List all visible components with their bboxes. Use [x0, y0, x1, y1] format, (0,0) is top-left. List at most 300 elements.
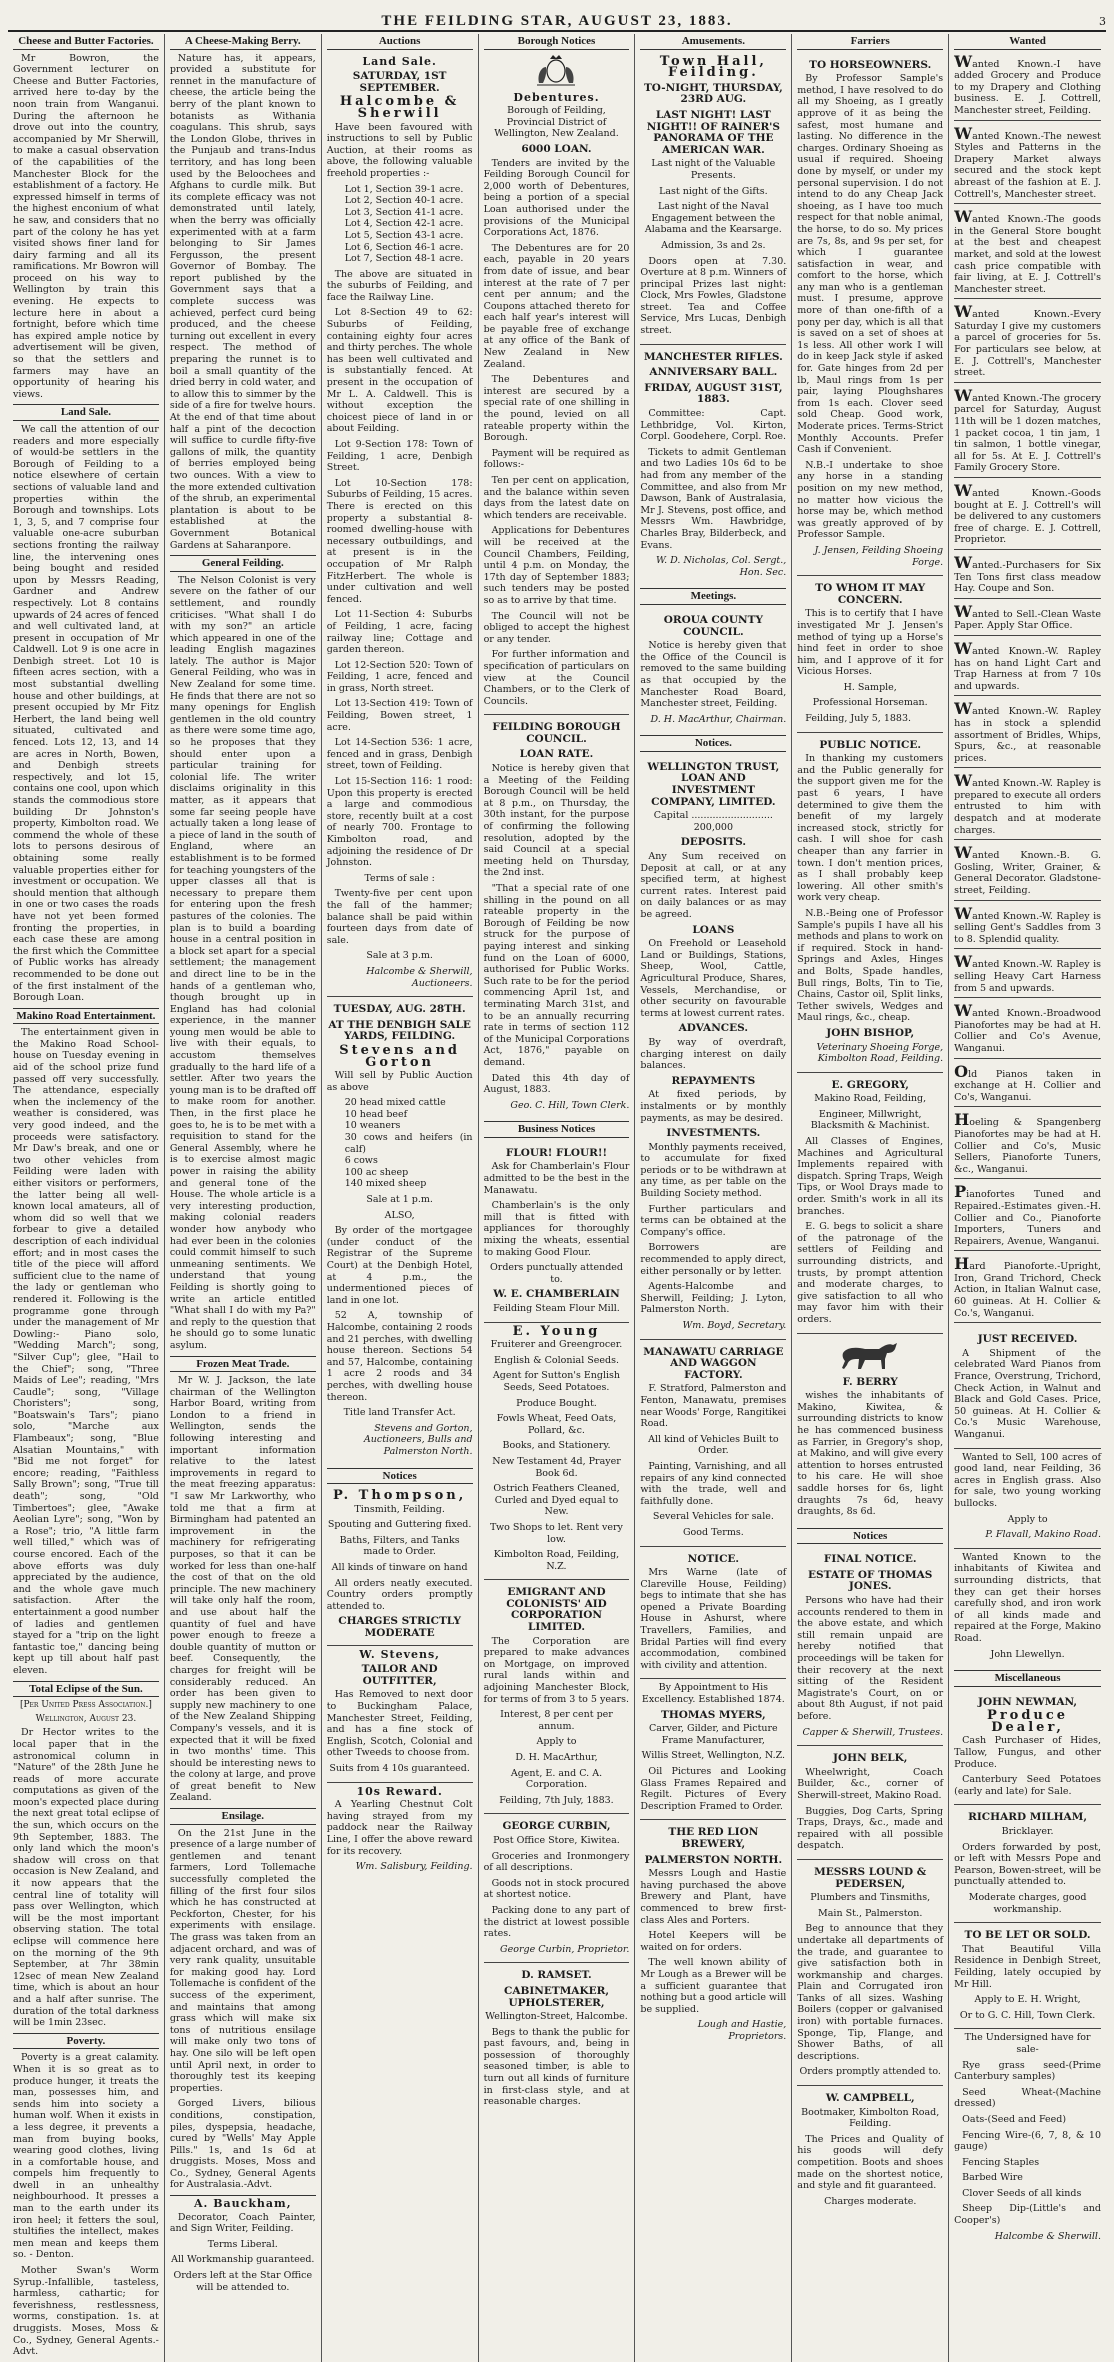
ad-subtitle: LOANS [692, 923, 735, 936]
ad-body: Cash Purchaser of Hides, Tallow, Fungus, and other Produce. [954, 1735, 1101, 1770]
ad-body: Canterbury Seed Potatoes (early and late) for Sale. [954, 1774, 1101, 1797]
section-miscellaneous [954, 1670, 1101, 2249]
ad-title: FLOUR! FLOUR!! [505, 1146, 608, 1159]
ad-line: Bootmaker, Kimbolton Road, Feilding. [801, 2106, 940, 2130]
ad-body: Mrs Warne (late of Clareville House, Feilding) begs to intimate that she has opened a Private Boarding House in Ashurst, where Travellers, Families, and Bridal Parties will find every accommodation, combined with civility and attention. [640, 1567, 787, 1671]
ad-body: For further information and specification of particulars on view at the Council Chambers, or to the Clerk of Councils. [483, 649, 630, 707]
ad-title: D. RAMSET. [521, 1969, 592, 1982]
section-meetings [640, 588, 786, 732]
ad-land-sale [327, 53, 473, 998]
article-general-feilding [170, 555, 316, 1351]
ad-title: MESSRS LOUND & PEDERSEN, [814, 1865, 927, 1890]
ad-title: PUBLIC NOTICE. [819, 738, 922, 751]
ad-line: Apply to [536, 1736, 577, 1748]
ad-ward-pianos [954, 1327, 1101, 1448]
ad-body: Lot 11-Section 4: Suburbs of Feilding, 1 acre, facing railway line; Cottage and garden thereon. [326, 609, 473, 656]
ad-body: By Professor Sample's method, I have resolved to do all my Shoeing, as I greatly approve of it as being the safest, most humane and lasting. No difference in the charges. Ordinary Shoeing as usual if required. Shoeing done by myself, or under my personal supervision. I do not intend to do any Cheap Jack shoeing, as I have too much respect for that noble animal, the horse, to do so. My prices are 7s, 8s, and 9s per set, for which I guarantee satisfaction in wear, and comfort to the horse, which any man who is a gentleman must. I presume, approve more of than one-fifth of a pony per day, which is all that is saved on a set of shoes at 1s less. All other work I will do in keep Jack style if asked for. Gate hinges from 2d per lb, Maul rings from 1s per pair, laying Ploughshares from 1s each. Clover seed sold Cheap. Good work, Moderate prices. Terms-Strict Monthly Accounts. Prefer Cash if Convenient. [797, 73, 944, 456]
ad-line: CHARGES STRICTLY MODERATE [338, 1615, 462, 1640]
ad-title: W. Stevens, [359, 1647, 440, 1661]
stock-list [345, 1097, 473, 1190]
ad-to-let [954, 1923, 1101, 2029]
ad-line: Several Vehicles for sale. [652, 1511, 774, 1523]
ad-body: Twenty-five per cent upon the fall of the hammer; balance shall be paid within fourteen days from date of sale. [326, 888, 473, 946]
wanted-ad: Wanted to Sell.-Clean Waste Paper. Apply Star Office. [954, 603, 1101, 636]
wanted-ad: Wanted Known.-The goods in the General Store bought at the best and cheapest market, and sold at the lowest cash price compatible with fair living, at E. J. Cottrell's Manchester street. [954, 208, 1101, 299]
ad-wellington-trust [640, 755, 786, 1340]
ad-body: Lot 13-Section 419: Town of Feilding, Bowen street, 1 acre. [326, 698, 473, 733]
ad-body: In thanking my customers and the Public generally for the support given me for the past 6 years, I have determined to give them the benefit of my largely increased stock, strictly for cash. I will shoe for cash cheaper than any farrier in town. I don't mention prices, as I shall probably keep lowering. All other smith's work very cheap. [797, 753, 944, 904]
ad-line: Sale at 3 p.m. [366, 950, 433, 962]
ad-body: Lot 8-Section 49 to 62: Suburbs of Feilding, containing eighty four acres and thirty perches. The whole has been well cultivated and is substantially fenced. At present in the occupation of Mr L. A. Caldwell. This is without exception the choicest piece of land in or about Feilding. [326, 307, 473, 435]
ad-line: Two Shops to let. Rent very low. [490, 1521, 623, 1545]
section-amusements [640, 34, 786, 585]
ad-line: Charges moderate. [824, 2195, 917, 2207]
ad-title: JOHN NEWMAN, [978, 1695, 1078, 1708]
ad-signature: Veterinary Shoeing Forge, Kimbolton Road, Feilding. [816, 1041, 944, 1065]
ad-subtitle: ESTATE OF THOMAS JONES. [808, 1568, 933, 1593]
ad-signature: Halcombe & Sherwill. [994, 2230, 1101, 2242]
ad-rifles-ball [640, 345, 786, 586]
ad-line: Engineer, Millwright, Blacksmith & Machinist. [810, 1108, 930, 1132]
lot-item: Lot 2, Section 40-1 acre. [344, 195, 464, 207]
ad-body: N.B.-I undertake to shoe any horse in a standing position on my new method, no matter how vicious the horse may be, which method was greatly approved of by Professor Sample. [797, 459, 944, 541]
ad-body: Notice is hereby given that a Meeting of the Feilding Borough Council will be held at 8 p.m., on Thursday, the 30th instant, for the purpose of confirming the following resolution, adopted by the said Council at a special meeting held on Thursday, the 2nd inst. [483, 763, 630, 879]
ad-line: All Workmanship guaranteed. [171, 2254, 315, 2266]
ad-line: All kinds of tinware on hand [331, 1562, 468, 1574]
ad-line: John Llewellyn. [990, 1648, 1065, 1660]
lot-item: Lot 1, Section 39-1 acre. [344, 183, 464, 195]
article-title: Cheese and Butter Factories. [13, 36, 159, 50]
ad-line: Produce Bought. [516, 1397, 597, 1409]
wanted-ad: Wanted Known.-W. Rapley has on hand Light Cart and Trap Harness at from 7 10s and upwards. [954, 640, 1101, 696]
ad-line: Kimbolton Road, Feilding, N.Z. [493, 1549, 620, 1572]
stock-item: 6 cows [344, 1155, 378, 1167]
ad-lound [797, 1860, 943, 2086]
ad-body: Buggies, Dog Carts, Spring Traps, Drays, &c., made and repaired with all possible despatch. [797, 1805, 944, 1852]
ad-line: Fencing Wire-(6, 7, 8, & 10 gauge) [954, 2129, 1101, 2153]
ad-body: The Council will not be obliged to accept the highest or any tender. [483, 610, 630, 645]
section-heading: Meetings. [640, 591, 786, 605]
ad-line: Books, and Stationery. [502, 1440, 611, 1452]
section-wanted [954, 34, 1101, 1667]
article-ensilage [170, 1808, 316, 2191]
column-2 [165, 34, 322, 2362]
ad-title: WELLINGTON TRUST, LOAN AND INVESTMENT COMPANY, LIMITED. [647, 760, 780, 808]
ad-body: Applications for Debentures will be received at the Council Chambers, Feilding, until 4 p.m. on Monday, the 17th day of September 1883; such tenders may be posted so as to arrive by that time. [483, 525, 630, 606]
ad-title: E. GREGORY, [831, 1078, 909, 1091]
ad-berry [797, 1334, 943, 1525]
section-heading: Notices [797, 1531, 943, 1545]
lot-item: Lot 7, Section 48-1 acre. [344, 253, 464, 265]
section-auctions [327, 34, 473, 1465]
article-paragraph: The entertainment given in the Makino Road School-house on Tuesday evening in aid of the school prize fund passed off very successfully. The attendance, especially when the inclemency of the weather is considered, was very good indeed, and the proceeds were satisfactory. Mr Daw's break, and one or two other vehicles from Feilding were laden with either visitors or performers, the latter being all well-known local amateurs, all of whom did so well that we forbear to give a detailed description of each individual effort; and in most cases the title of the piece will afford sufficient clue to the name of the lady or gentleman who rendered it. Following is the programme gone through under the management of Mr Dowling:- Piano solo, "Wedding March"; song, "Silver Cup"; glee, "Hail to the Chief"; song, "Three Maids of Lee"; reading, "Mrs Caudle"; song, "Village Choristers"; song, "Boatswain's Tars"; piano solo, "Marche aux Flambeaux"; song, "Blue Alsatian Mountains," with "Bid me not forget" for encore; reading, "Faithless Sally Brown"; song, "True till death"; song, "Old Timbertoes"; glee, "Awake Aeolian Lyre"; song, "Won by a Rose"; trio, "A little farm well tilled," which was of course encored. Each of the above efforts was duly appreciated by the audience, and the whole gave much satisfaction. After the entertainment a good number of ladies and gentlemen stayed for a "trip on the light fantastic toe," dancing being kept up till about half past eleven. [13, 1027, 159, 1676]
ad-body: Notice is hereby given that the Office of the Council is removed to the same building as that occupied by the Manchester Road Board, Manchester street, Feilding. [640, 640, 787, 710]
wanted-ad: Wanted Known.-W. Rapley has in stock a splendid assortment of Bridles, Whips, Spurs, &c., at reasonable prices. [954, 700, 1101, 768]
ad-signature: Wm. Salisbury, Feilding. [355, 1861, 473, 1873]
ad-line: Fencing Staples [962, 2156, 1040, 2168]
ad-line: Fruiterer and Greengrocer. [490, 1339, 623, 1351]
ad-firm: Stevens and Gorton [339, 1042, 460, 1070]
stock-item: 10 weaners [344, 1120, 401, 1132]
wanted-ad: Wanted Known.-Goods bought at E. J. Cottrell's will be delivered to any customers free of charge. E. J. Cottrell, Proprietor. [954, 482, 1101, 550]
ad-body: Groceries and Ironmongery of all descriptions. [483, 1850, 630, 1874]
ad-subtitle: INVESTMENTS. [666, 1127, 761, 1140]
ad-title: MANCHESTER RIFLES. [643, 350, 783, 363]
ad-body: Dated this 4th day of August, 1883. [483, 1072, 630, 1096]
section-heading: Wanted [954, 36, 1101, 50]
ad-date: TO-NIGHT, THURSDAY, 23RD AUG. [643, 81, 783, 106]
ad-body: Orders forwarded by post, or left with Messrs Pope and Pearson, Bowen-street, will be punctually attended to. [954, 1841, 1101, 1888]
article-paragraph: The Nelson Colonist is very severe on the father of our settlement, and roundly criticises. "What shall I do with my son?" an article which appeared in one of the leading English magazines lately. The author is Major General Feilding, who was in New Zealand for some time. He finds that there are not so many openings for English gentlemen in the old country as there were some time ago, so he proposes that they should enter upon a particular training for colonial life. The writer disclaims originality in this matter, as it appears that some far seeing people have actually taken a long lease of a piece of land in the south of England, where an establishment is to be formed for teaching youngsters of the upper classes all that is necessary to prepare them for entering upon the fresh pastures of the colonies. The plan is to build a boarding house in a central position in a block set apart for a special settlement; the management and direct line to be in the hands of a gentleman who, though brought up in England has had colonial experience, in the manner young men would be able to live with their equals, to accustom themselves gradually to the hard life of a settler. After two years the young man is to be drafted off to make room for another. Then, in the first place he goes to, he is to be met with a requisition to stand for the General Assembly, where he is to exercise almost magic power in raising the ability and general tone of the House. The whole article is a very interesting production, making colonial readers wonder how anybody who had ever been in the colonies could commit himself to such unmeaning sentiments. We understand that young Feilding is shortly going to write an article entitled "What shall I do with my Pa?" and reply to the question that he should go to some lunatic asylum. [169, 574, 316, 1351]
ad-line: Agent, E. and C. A. Corporation. [510, 1767, 603, 1791]
section-notices [640, 735, 786, 2049]
ad-body: "That a special rate of one shilling in the pound on all rateable property in the Borough of Feilding be now struck for the purpose of paying interest and sinking fund on the Loan of 6000, authorised for Public Works. Such rate to be for the period commencing April 1st, and terminating March 31st, and to be an annually recurring rate in terms of section 112 of the Municipal Corporations Act, 1876," payable on demand. [483, 883, 630, 1068]
wanted-ad: Wanted Known.-The grocery parcel for Saturday, August 11th will be 1 dozen matches, 1 packet cocoa, 1 tin jam, 1 tin salmon, 1 bottle vinegar, all for 5s. At E. J. Cottrell's Family Grocery Store. [954, 387, 1101, 478]
ad-body: Agents-Halcombe and Sherwill, Feilding; J. Lyton, Palmerston North. [640, 1281, 787, 1316]
article-makino-road [13, 1008, 159, 1677]
stock-item: 30 cows and heifers (in calf) [344, 1132, 473, 1155]
article-frozen-meat [170, 1356, 316, 1805]
column-4 [479, 34, 636, 2362]
ad-body: Lot 10-Section 178: Suburbs of Feilding, 15 acres. There is erected on this property a substantial 8-roomed dwelling-house with necessary outbuildings, and at present is in the occupation of Mr Ralph FitzHerbert. The whole is under cultivation and well fenced. [326, 477, 473, 605]
ad-body: Oil Pictures and Looking Glass Frames Repaired and Regilt. Pictures of Every Description Framed to Order. [640, 1766, 787, 1812]
column-1 [8, 34, 165, 2362]
ad-line: ALSO, [384, 1209, 415, 1221]
article-paragraph: Mr Bowron, the Government lecturer on Cheese and Butter Factories, arrived here to-day by the noon train from Wanganui. During the afternoon he drove out into the country, accompanied by Mr Sherwill, to make a casual observation of the capabilities of the Manchester Block for the establishment of a factory. He expressed himself in terms of the highest enconium of what he saw, and considers that no part of the colony he has yet visited shows finer land for dairy farming and all its ramifications. Mr Bowron will proceed on his way to Wellington by train this evening. He expects to lecture here in about a fortnight, before which time has expired ample notice by advertisement will be given, so that the settlers and farmers may have an opportunity of hearing his views. [13, 52, 159, 400]
article-paragraph: Mother Swan's Worm Syrup.-Infallible, tasteless, harmless, cathartic; for feverishness, restlessness, worms, constipation. 1s. at druggists. Moses, Moss & Co., Sydney, General Agents.-Advt. [13, 2265, 159, 2358]
ad-title: A. Bauckham, [194, 2197, 292, 2211]
ad-line: Fowls Wheat, Feed Oats, Pollard, &c. [496, 1413, 617, 1436]
ad-jensen [797, 53, 943, 577]
ad-carriage-factory [640, 1340, 786, 1547]
article-title: Total Eclipse of the Sun. [13, 1684, 159, 1698]
ad-body: A Yearling Chestnut Colt having strayed from my paddock near the Railway Line, I offer the above reward for its recovery. [326, 1799, 473, 1857]
ad-line: English & Colonial Seeds. [493, 1354, 620, 1366]
ad-signature: P. Flavall, Makino Road. [985, 1529, 1101, 1541]
article-paragraph: Nature has, it appears, provided a substitute for rennet in the manufacture of cheese, the article being the berry of the plant known to botanists as Withania coagulans. This shrub, says the London Globe, thrives in the Punjaub and trans-Indus territory, and has long been used by the Beloochees and Afghans to curdle milk. But its complete efficacy was not demonstrated until lately, when the berry was officially experimented with at a farm belonging to Sir James Fergusson, the present Governor of Bombay. The report published by the Government says that a complete success was achieved, perfect curd being produced, and the cheese turning out excellent in every respect. The method of preparing the runnet is to boil a small quantity of the dried berry in cold water, and to allow this to simmer by the side of a fire for twelve hours. At the end of that time about half a pint of the decoction will suffice to curdle fifty-five gallons of milk, the quantity of berries employed being two ounces. With a view to the more extended cultivation of the shrub, an experimental plantation is about to be established at the Government Botanical Gardens at Saharanpore. [169, 52, 316, 551]
ad-body: Messrs Lough and Hastie having purchased the above Brewery and Plant, have commenced to brew first-class Ales and Porters. [640, 1868, 787, 1926]
ad-signature: J. Jensen, Feilding Shoeing Forge. [814, 544, 944, 568]
ad-body: Lot 9-Section 178: Town of Feilding, 1 acre, Denbigh Street. [326, 439, 473, 474]
ad-date: FRIDAY, AUGUST 31ST, 1883. [644, 381, 783, 406]
ad-line: Feilding, 7th July, 1883. [499, 1794, 614, 1806]
ad-body: Begs to thank the public for past favours, and, being in possession of thoroughly seasoned timber, is able to turn out all kinds of furniture in first-class style, and at reasonable charges. [483, 2026, 630, 2108]
ad-belk [797, 1746, 943, 1860]
ad-line: H. Sample, [843, 681, 897, 693]
article-paragraph: Gorged Livers, bilious conditions, constipation, piles, dyspepsia, headache, cured by "Wells' May Apple Pills." 1s, and 1s 6d at druggists. Moses, Moss and Co., Sydney, General Agents for Australasia.-Advt. [169, 2098, 316, 2191]
ad-body: Tenders are invited by the Feilding Borough Council for 2,000 worth of Debentures, being a portion of a special Loan authorised under the provisions of the Municipal Corporations Act, 1876. [483, 157, 630, 239]
ad-subtitle: ADVANCES. [678, 1022, 749, 1035]
ad-reward [327, 1783, 473, 1880]
ad-body: Ask for Chamberlain's Flour admitted to be the best in the Manawatu. [483, 1161, 630, 1196]
wanted-ad: Wanted.-Purchasers for Six Ten Tons first class meadow Hay. Coupe and Son. [954, 554, 1101, 599]
ad-certificate [797, 576, 943, 733]
ad-line: Orders promptly attended to. [799, 2066, 941, 2078]
ad-subtitle: CABINETMAKER, UPHOLSTERER, [503, 1984, 609, 2009]
ad-title: FEILDING BOROUGH COUNCIL. [492, 721, 621, 745]
ad-gregory [797, 1073, 943, 1334]
ad-line: Terms of sale : [364, 872, 435, 884]
horse-icon [797, 1339, 943, 1373]
ad-firm: JOHN BISHOP, [826, 1026, 915, 1039]
ad-body: E. G. begs to solicit a share of the patronage of the settlers of Feilding and surrounding districts, and trusts, by prompt attention and moderate charges, to give satisfaction to all who may favor him with their orders. [797, 1221, 944, 1325]
ad-body: All Classes of Engines, Machines and Agricultural Implements repaired with dispatch. Spring Traps, Weigh Tips, or Wool Drays made to order. Smith's work in all its branches. [797, 1136, 944, 1217]
wanted-ad: Wanted Known.-W. Rapley is selling Heavy Cart Harness from 5 and upwards. [954, 953, 1101, 998]
ad-title: TO HORSEOWNERS. [809, 58, 932, 71]
ad-body: By way of overdraft, charging interest on daily balances. [640, 1036, 787, 1072]
ad-title: NOTICE. [687, 1552, 740, 1565]
ad-line: Capital ........................... 200,000 [653, 810, 773, 833]
ad-line: Professional Horseman. [812, 697, 928, 709]
ad-final-notice [797, 1547, 943, 1746]
section-heading: Amusements. [640, 36, 786, 50]
masthead [8, 4, 1106, 32]
ad-body: The Debentures are for 20 each, payable in 20 years from date of issue, and bear interest at the rate of 7 per cent per annum; and the Coupons attached thereto for each half year's interest will be payable free of exchange at any office of the Bank of New Zealand in New Zealand. [483, 242, 630, 370]
ad-title: Debentures. [513, 90, 600, 104]
article-title: Ensilage. [170, 1811, 316, 1825]
ad-body: F. Stratford, Palmerston and Fenton, Manawatu, premises near Woods' Forge, Rangitikei Road. [640, 1383, 787, 1430]
ad-line: 6000 LOAN. [521, 142, 592, 155]
ad-title: AT THE DENBIGH SALE YARDS, FEILDING. [328, 1018, 471, 1043]
stock-item: 100 ac sheep [344, 1166, 409, 1178]
ad-line: Title land Transfer Act. [343, 1407, 456, 1419]
ad-body: On Freehold or Leasehold Land or Buildings, Stations, Sheep, Wool, Cattle, Agricultural Produce, Shares, Vessels, Merchandise, or other security on favourable terms at lowest current rates. [640, 938, 787, 1019]
ad-subtitle: LOAN RATE. [519, 748, 594, 761]
ad-line: Baths, Filters, and Tanks made to Order. [339, 1534, 460, 1558]
ad-title: Land Sale. [362, 54, 437, 68]
ad-body: Committee: Capt. Lethbridge, Vol. Kirton, Corpl. Goodehere, Corpl. Roe. [640, 408, 787, 443]
article-paragraph: We call the attention of our readers and more especially of would-be settlers in the Borough of Feilding to a notice elsewhere of certain sections of valuable land and properties within the Borough and townships. Lots 1, 3, 5, and 7 comprise four valuable one-acre suburban sections fronting the railway line, the intervening ones being bought and resided upon by Messrs Reading, Gardner and Andrew respectively. Lot 8 contains upwards of 24 acres of fenced and well cultivated land, at present in occupation of Mr Caldwell. Lot 9 is one acre in Denbigh street. Lot 10 is fifteen acres section, with a most substantial dwelling house and other buildings, at present occupied by Mr Fitz Herbert, the land being well situated, cultivated and fenced. Lots 12, 13, and 14 are acres in North, Bowen, and Denbigh streets respectively, and lot 15, contains one cool, upon which stands the commodious store building Dr Johnston's property, Kimbolton road. We commend the whole of these lots to persons desirous of obtaining some really valuable properties either for investment or occupation. We should mention that although in one or two cases the roads have not yet been formed fronting the properties, in each case these are among the first which the Committee of Public works has already recommended to be done out of the first instalment of the Borough Loan. [13, 424, 159, 1004]
section-business-notices [484, 1121, 630, 2115]
ad-body: Will sell by Public Auction as above [326, 1070, 473, 1093]
ad-body: The Debentures and interest are secured by a special rate of one shilling in the pound, levied on all rateable property within the Borough. [483, 374, 630, 444]
ad-emigrant [484, 1580, 630, 1814]
ad-signature: Capper & Sherwill, Trustees. [802, 1726, 944, 1738]
ad-denbigh-yards [327, 997, 473, 1464]
ad-ramset [484, 1963, 630, 2115]
ad-debentures [484, 89, 630, 716]
wanted-ad: Pianofortes Tuned and Repaired.-Estimates given.-H. Collier and Co., Pianoforte Importers, Tuners and Repairers, Avenue, Wanganui. [954, 1183, 1101, 1251]
ad-myers [640, 1679, 786, 1820]
wanted-ad: Wanted Known.-Every Saturday I give my customers a parcel of groceries for 5s. For particulars see below, at E. J. Cottrell's, Manchester street. [954, 303, 1101, 383]
ad-flavall [954, 1449, 1101, 1549]
ad-body: Has Removed to next door to Buckingham Palace, Manchester Street, Feilding, and has a fine stock of English, Scotch, Colonial and other Tweeds to choose from. [326, 1689, 473, 1759]
ad-line: All kind of Vehicles Built to Order. [648, 1433, 779, 1457]
ad-title: GEORGE CURBIN, [502, 1820, 611, 1833]
ad-body: Payment will be required as follows:- [483, 447, 630, 471]
ad-line: Orders left at the Star Office will be attended to. [173, 2270, 313, 2293]
ad-line: New Testament 4d, Prayer Book 6d. [492, 1455, 621, 1479]
ad-title: TO WHOM IT MAY CONCERN. [815, 582, 926, 606]
article-title: General Feilding. [170, 558, 316, 572]
ad-line: Post Office Store, Kiwitea. [493, 1834, 620, 1846]
ad-subtitle: Produce Dealer, [987, 1708, 1069, 1735]
ad-body: Lot 14-Section 536: 1 acre, fenced and in grass, Denbigh street, town of Feilding. [326, 737, 473, 772]
ad-line: Sale at 1 p.m. [366, 1194, 433, 1206]
ad-line: Clover Seeds of all kinds [962, 2187, 1082, 2199]
ad-title: P. Thompson, [332, 1488, 467, 1504]
ad-body: Lot 15-Section 116: 1 rood: Upon this property is erected a large and commodious store, recently built at a cost of nearly 700. Frontage to Kimbolton road, and adjoining the residence of Dr Johnston. [326, 776, 473, 869]
column-7 [949, 34, 1106, 2362]
ad-body: Lot 12-Section 520: Town of Feilding, 1 acre, fenced and in grass, North street. [326, 659, 473, 694]
ad-title: JUST RECEIVED. [977, 1333, 1078, 1346]
ad-subtitle: REPAYMENTS [671, 1074, 756, 1087]
ad-firm: Halcombe & Sherwill [339, 94, 460, 121]
ad-body: Feilding, July 5, 1883. [805, 713, 912, 725]
ad-red-lion [640, 1820, 786, 2049]
ad-young [484, 1323, 630, 1581]
article-title: Makino Road Entertainment. [13, 1011, 159, 1025]
ad-title: FINAL NOTICE. [823, 1553, 917, 1566]
wanted-ad: Wanted Known.-W. Rapley is selling Gent's Saddles from 3 to 8. Splendid quality. [954, 905, 1101, 950]
ad-line: By Appointment to His Excellency. Established 1874. [641, 1682, 785, 1706]
ad-line: Good Terms. [682, 1526, 744, 1538]
ad-body: Hotel Keepers will be waited on for orders. [640, 1930, 787, 1953]
ad-body: Borrowers are recommended to apply direct, either personally or by letter. [640, 1242, 787, 1277]
ad-body: The well known ability of Mr Lough as a Brewer will be a sufficient guarantee that nothing but a good article will be supplied. [640, 1957, 787, 2015]
ad-body: All orders neatly executed. Country orders promptly attended to. [326, 1577, 473, 1612]
lot-list [345, 184, 473, 265]
article-title: Frozen Meat Trade. [170, 1359, 316, 1373]
wanted-ad: Old Pianos taken in exchange at H. Collier and Co's, Wanganui. [954, 1063, 1101, 1108]
ad-line: Carver, Gilder, and Picture Frame Manufacturer, [649, 1723, 778, 1746]
section-notices [327, 1468, 473, 1880]
column-6 [792, 34, 949, 2362]
column-3 [322, 34, 479, 2362]
ad-signature: D. H. MacArthur, Chairman. [650, 713, 787, 725]
ad-line: Willis Street, Wellington, N.Z. [641, 1750, 786, 1762]
ad-body: Packing done to any part of the district at lowest possible rates. [483, 1904, 630, 1940]
ad-title: RICHARD MILHAM, [968, 1811, 1087, 1824]
article-paragraph: Mr W. J. Jackson, the late chairman of the Wellington Harbor Board, writing from London to a friend in Wellington, sends the following interesting and important information relative to the latest improvements in regard to the meat freezing apparatus: "I saw Mr Larkworthy, who told me that a firm at Birmingham had patented an improvement in the machinery for refrigerating purposes, so that it can be worked for less than one-half the cost of that on the old principle. The new machinery will take only half the room, and use about half the quantity of fuel and have power enough to freeze a double quantity of mutton or beef. Consequently, the charges for freight will be considerably reduced. An order has been given to supply new machinery to one of the New Zealand Shipping Company's vessels, and it is expected that it will be fixed in two months' time. This should be interesting news to the colony at large, and prove of great benefit to New Zealand. [169, 1375, 316, 1804]
section-farriers [797, 34, 943, 1525]
ad-line: Ostrich Feathers Cleaned, Curled and Dyed equal to New. [493, 1483, 620, 1518]
stock-item: 20 head mixed cattle [344, 1097, 446, 1109]
section-heading: Miscellaneous [954, 1673, 1101, 1687]
ad-body: Decorator, Coach Painter, and Sign Writer, Feilding. [169, 2211, 316, 2235]
ad-line: Plumbers and Tinsmiths, [810, 1892, 931, 1904]
ad-body: This is to certify that I have investigated Mr J. Jensen's method of tying up a Horse's hind feet in order to shoe him, and I approve of it for Vicious Horses. [797, 608, 944, 678]
ad-body: 52 A, township of Halcombe, containing 2 roods and 21 perches, with dwelling house thereon. Sections 54 and 57, Halcombe, containing 1 acre 2 roods and 34 perches, with dwelling house thereon. [326, 1310, 473, 1403]
ad-line: Terms Liberal. [207, 2238, 278, 2250]
ad-bauckham [170, 2195, 316, 2293]
ad-thompson [327, 1487, 473, 1646]
ad-body: The Prices and Quality of his goods will defy competition. Boots and shoes made on the shortest notice, and style and fit guaranteed. [797, 2133, 944, 2192]
wanted-ad: Wanted Known.-B. G. Gosling, Writer, Grainer, & General Decorator. Gladstone-street, Feilding. [954, 844, 1101, 900]
royal-crest-icon [484, 53, 630, 87]
ad-line: Apply to E. H. Wright, [974, 1994, 1081, 2006]
article-title: A Cheese-Making Berry. [170, 36, 316, 50]
wanted-ad: Hoeling & Spangenberg Pianofortes may be had at H. Collier and Co's, Music Sellers, Pianoforte Tuners, &c., Wanganui. [954, 1111, 1101, 1179]
ad-line: D. H. MacArthur, [515, 1752, 598, 1763]
ad-line: Last night of the Valuable Presents. [651, 158, 776, 181]
ad-line: Last night of the Gifts. [659, 185, 768, 197]
ad-subtitle: ANNIVERSARY BALL. [649, 366, 778, 379]
ad-line: Main St., Palmerston. [818, 1907, 923, 1919]
ad-public-notice [797, 733, 943, 1073]
ad-signature: W. D. Nicholas, Col. Sergt., Hon. Sec. [656, 555, 787, 578]
wanted-ad: Wanted Known.-Broadwood Pianofortes may be had at H. Collier and Co's Avenue, Wanganui. [954, 1002, 1101, 1058]
ad-subtitle: DEPOSITS. [680, 836, 747, 849]
ad-title: THOMAS MYERS, [661, 1708, 766, 1721]
section-borough-notices [484, 34, 630, 1118]
ad-line: Agent for Sutton's English Seeds, Seed Potatoes. [492, 1370, 621, 1393]
ad-line: Makino Road, Feilding, [814, 1093, 927, 1105]
ad-date: TUESDAY, AUG. 28TH. [333, 1003, 466, 1016]
ad-body: Painting, Varnishing, and all repairs of any kind connected with the trade, well and faithfully done. [640, 1460, 787, 1507]
lot-item: Lot 5, Section 43-1 acre. [344, 229, 464, 241]
ad-body: Chamberlain's is the only mill that is fitted with appliances for thoroughly mixing the wheats, essential to making Good Flour. [483, 1200, 630, 1258]
ad-line: Tinsmith, Feilding. [354, 1503, 445, 1515]
ad-line: Borough of Feilding, Provincial District of Wellington, New Zealand. [494, 105, 619, 140]
masthead-title: THE FEILDING STAR, AUGUST 23, 1883. [381, 13, 733, 29]
wanted-ad: Wanted Known.-I have added Grocery and Produce to my Drapery and Clothing business. E. J. Cottrell, Manchester street, Feilding. [954, 53, 1101, 121]
article-poverty [13, 2033, 159, 2358]
ad-body: Goods not in stock procured at shortest notice. [483, 1877, 630, 1901]
ad-line: Bricklayer. [1001, 1826, 1054, 1838]
ad-body: Wanted Known to the inhabitants of Kiwitea and surrounding districts, that they can get their horses carefully shod, and iron work of all kinds made and repaired at the Forge, Makino Road. [954, 1551, 1101, 1644]
article-paragraph: On the 21st June in the presence of a large number of gentlemen and tenant farmers, Lord Tollemache successfully completed the filling of the first four silos which he has constructed at Peckforton, Chester, for his experiments with ensilage. The grass was taken from an adjacent orchard, and was of very rank quality, unsuitable for making good hay. Lord Tollemache is confident of the success of the experiment, and maintains that among grass which will make six tons of nutritious ensilage will make only two tons of hay. One silo will be left open until April next, in order to thoroughly test its keeping properties. [169, 1827, 316, 2094]
ad-firm: W. E. CHAMBERLAIN [493, 1288, 620, 1301]
article-cheese-berry [170, 34, 316, 551]
article-paragraph: Poverty is a great calamity. When it is so great as to produce hunger, it treats the man, possesses him, and sends him into society a human wolf. When it exists in a less degree, it prevents a man from buying books, wearing good clothes, living in a comfortable house, and compels him frequently to dwell in an unhealthy neighbourhood. It presses a man to the earth under its iron heel; it fetters the soul, stultifies the intellect, makes men mean and keeps them so. - Denton. [13, 2052, 159, 2261]
ad-body: wishes the inhabitants of Makino, Kiwitea, & surrounding districts to know he has commenced business as Farrier, in Gregory's shop, at Makino, and will give every attention to horses entrusted to his care. He will shoe saddle horses for 6s, light draughts 7s 6d, heavy draughts, 8s 6d. [797, 1390, 944, 1518]
ad-chamberlain [484, 1141, 630, 1323]
ad-title: F. BERRY [842, 1375, 898, 1388]
ad-line: Suits from 4 10s guaranteed. [329, 1762, 470, 1774]
ad-signature: Wm. Boyd, Secretary. [682, 1320, 787, 1331]
ad-body: Beg to announce that they undertake all departments of the trade, and guarantee to give satisfaction both in workmanship and charges. Plain and Corrugated iron Tanks of all sizes. Washing Boilers (copper or galvanised iron) with portable furnaces. Sponge, Tip, Flange, and Shower Baths, of all descriptions. [797, 1923, 944, 2062]
ad-signature: George Curbin, Proprietor. [500, 1943, 630, 1955]
ad-body: Wanted to Sell, 100 acres of good land, near Feilding, 36 acres in English grass. Also for sale, two young working bullocks. [954, 1451, 1101, 1509]
ad-line: Rye grass seed-(Prime Canterbury samples) [954, 2059, 1101, 2083]
ad-body: The above are situated in the suburbs of Feilding, and face the Railway Line. [326, 268, 473, 303]
ad-stevens-tailor [327, 1646, 473, 1783]
wanted-ad: Wanted Known.-W. Rapley is prepared to execute all orders entrusted to him with despatch and at moderate charges. [954, 772, 1101, 840]
article-land-sale [13, 404, 159, 1003]
ad-title: E. Young [512, 1323, 601, 1339]
ad-signature: Stevens and Gorton, Auctioneers, Bulls and Palmerston North. [363, 1422, 473, 1457]
section-heading: Farriers [797, 36, 943, 50]
ad-title: TO BE LET OR SOLD. [964, 1929, 1091, 1942]
ad-line: Or to G. C. Hill, Town Clerk. [959, 2009, 1096, 2021]
article-dateline: Wellington, August 23. [35, 1713, 137, 1724]
article-title: Land Sale. [13, 407, 159, 421]
ad-body: Any Sum received on Deposit at call, or at any specified term, at highest current rates. Interest paid on daily balances or as may be agreed. [640, 851, 787, 920]
ad-line: Last night of the Naval Engagement between the Alabama and the Kearsarge. [644, 201, 782, 236]
ad-title: OROUA COUNTY COUNCIL. [663, 613, 763, 638]
ad-body: N.B.-Being one of Professor Sample's pupils I have all his methods and plans to work on if required. Stock in hand-Springs and Axles, Hinges and Bolts, Spade handles, Bull rings, Bolts, Tin to Tie, Chains, Castor oil, Split links, Tether swivels, Wedges and Maul rings, &c., cheap. [797, 907, 944, 1024]
columns [8, 34, 1106, 2358]
ad-subtitle: PALMERSTON NORTH. [644, 1853, 783, 1866]
section-heading: Notices [327, 1471, 473, 1485]
ad-body: Tickets to admit Gentleman and two Ladies 10s 6d to be had from any member of the Committee, and also from Mr Dawson, Bank of Australasia, Mr J. Stevens, post office, and Messrs Wm. Hawbridge, Charles Bray, Bilderbeck, and Evans. [640, 446, 787, 551]
section-heading: Auctions [327, 36, 473, 50]
ad-line: Moderate charges, good workmanship. [968, 1892, 1087, 1915]
section-notices [797, 1528, 943, 2215]
ad-body: Wheelwright, Coach Builder, &c., corner of Sherwill-street, Makino Road. [797, 1766, 944, 1801]
ad-signature: Lough and Hastie, Proprietors. [697, 2019, 787, 2042]
section-heading: Notices. [640, 738, 786, 752]
ad-title: Town Hall, Feilding. [659, 53, 767, 81]
ad-body: That Beautiful Villa Residence in Denbigh Street, Feilding, lately occupied by Mr Hill. [954, 1943, 1101, 1990]
ad-llewellyn [954, 1549, 1101, 1667]
ad-line: Seed Wheat-(Machine dressed) [954, 2086, 1101, 2110]
ad-body: Persons who have had their accounts rendered to them in the above estate, and which still remain unpaid are hereby notified that proceedings will be taken for their recovery at the next sitting of the Resident Magistrate's Court, on or about 8th August, if not paid before. [797, 1595, 944, 1722]
lot-item: Lot 3, Section 41-1 acre. [344, 206, 464, 218]
ad-town-hall [640, 53, 786, 345]
ad-line: Interest, 8 per cent per annum. [500, 1709, 613, 1732]
